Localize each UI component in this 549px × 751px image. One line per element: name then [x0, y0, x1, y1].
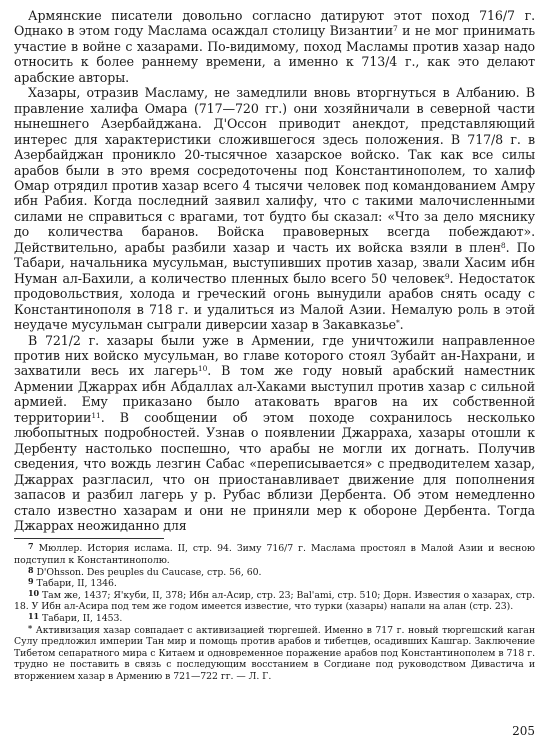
- text-run: В 721/2 г. хазары были уже в Армении, где уничтожили направленное против них войско мусульман, во главе которого стоял Зубайт ан-Нахрани, и захватили весь их лагерь: [14, 332, 535, 379]
- footnote-star: [14, 622, 535, 683]
- paragraph-2: [14, 85, 535, 332]
- text-run: .: [399, 317, 404, 333]
- text-run: Хазары, отразив Масламу, не замедлили вновь вторгнуться в Албанию. В правление халифа Омара (717—720 гг.) они хозяйничали в северной части нынешнего Азербайджана. Д'Оссон приводит анекдот, представляющий интерес для характеристики сложившегося здесь положения. В 717/8 г. в Азербайджан проникло 20-тысячное хазарское войско. Так как все силы арабов были в это время сосредоточены под Константинополем, то халиф Омар отрядил против хазар всего 4 тысячи человек под командованием Амру ибн Рабия. Когда последний заявил халифу, что с такими малочисленными силами не справиться с врагами, тот будто бы сказал: «Что за дело мяснику до количества баранов. Войска правоверных всегда побеждают». Действительно, арабы разбили хазар и часть их войска взяли в плен: [14, 85, 535, 255]
- book-page: [14, 8, 535, 683]
- text-run: Армянские писатели довольно согласно датируют этот поход 716/7 г. Однако в этом году Маслама осаждал столицу Византии: [14, 8, 535, 39]
- footnote-ref-11: 11: [91, 410, 101, 420]
- footnote-ref-9: 9: [444, 271, 450, 281]
- paragraph-1: [14, 8, 535, 85]
- footnote-number: 11: [28, 610, 40, 621]
- footnote-number: 10: [28, 587, 40, 598]
- footnote-number: 7: [28, 541, 34, 552]
- footnote-7: [14, 543, 535, 566]
- text-run: . Недостаток продовольствия, холода и греческий огонь вынудили арабов снять осаду с Константинополя в 718 г. и удалиться из Малой Азии. Немалую роль в этой неудаче мусульман сыграли диверсии хазар в Закавказье: [14, 270, 535, 333]
- footnote-ref-10: 10: [197, 364, 208, 374]
- text-run: и не мог принимать участие в войне с хазарами. По-видимому, поход Масламы против хазар надо относить к более раннему времени, а именно к 713/4 г., как это делают арабские авторы.: [14, 23, 535, 85]
- footnote-11: [14, 610, 535, 625]
- text-run: . По Табари, начальника мусульман, выступивших против хазар, звали Хасим ибн Нуман ал-Бахили, а количество пленных было всего 50 человек: [14, 239, 535, 286]
- footnote-text: Там же, 1437; Я'куби, II, 378; Ибн ал-Асир, стр. 23; Bal'ami, стр. 510; Дорн. Известия о хазарах, стр. 18. У Ибн ал-Асира под тем же годом имеется известие, что турки (хазары) напали на алан (стр. 23).: [14, 589, 535, 613]
- footnote-number: 9: [28, 576, 34, 587]
- footnotes: [14, 543, 535, 682]
- page-number: 205: [512, 724, 535, 738]
- footnote-text: Мюллер. История ислама. II, стр. 94. Зиму 716/7 г. Маслама простоял в Малой Азии и весною подступил к Константинополю.: [14, 543, 535, 566]
- main-text: [14, 8, 535, 533]
- text-run: . В том же году новый арабский наместник Армении Джаррах ибн Абдаллах ал-Хаками выступил против хазар с сильной армией. Ему приказано было атаковать врагов на их собственной территории: [14, 363, 535, 425]
- footnote-ref-8: 8: [500, 240, 506, 250]
- footnote-text: Табари, II, 1346.: [36, 578, 117, 590]
- footnote-number: *: [28, 622, 33, 633]
- footnote-text: Активизация хазар совпадает с активизацией тюргешей. Именно в 717 г. новый тюргешский каган Сулу предложил империи Тан мир и помощь против арабов и тибетцев, осадивших Кашгар. Заключение Тибетом сепаратного мира с Китаем и одновременное поражение арабов под Константинополем в 718 г. трудно не поставить в связь с последующим восстанием в Согдиане под руководством Дивастича и вторжением хазар в Армению в 721—722 гг. — Л. Г.: [14, 624, 535, 682]
- footnote-10: [14, 587, 535, 613]
- footnote-text: D'Ohsson. Des peuples du Caucase, стр. 56, 60.: [36, 566, 262, 578]
- footnote-ref-7: 7: [393, 24, 398, 34]
- footnote-text: Табари, II, 1453.: [41, 612, 123, 624]
- footnote-number: 8: [28, 564, 34, 575]
- footnote-ref-star: *: [396, 318, 400, 328]
- footnote-8: [14, 564, 535, 579]
- text-run: . В сообщении об этом походе сохранилось несколько любопытных подробностей. Узнав о появлении Джарраха, хазары отошли к Дербенту настолько поспешно, что арабы не могли их догнать. Получив сведения, что вождь лезгин Сабас «переписывается» с предводителем хазар, Джаррах разгласил, что он приостанавливает движение для пополнения запасов и разбил лагерь у р. Рубас вблизи Дербента. Об этом немедленно стало известно хазарам и они не приняли мер к обороне Дербента. Тогда Джаррах неожиданно для: [14, 409, 535, 533]
- footnote-separator: [14, 538, 164, 539]
- footnote-9: [14, 578, 535, 590]
- paragraph-3: [14, 333, 535, 534]
